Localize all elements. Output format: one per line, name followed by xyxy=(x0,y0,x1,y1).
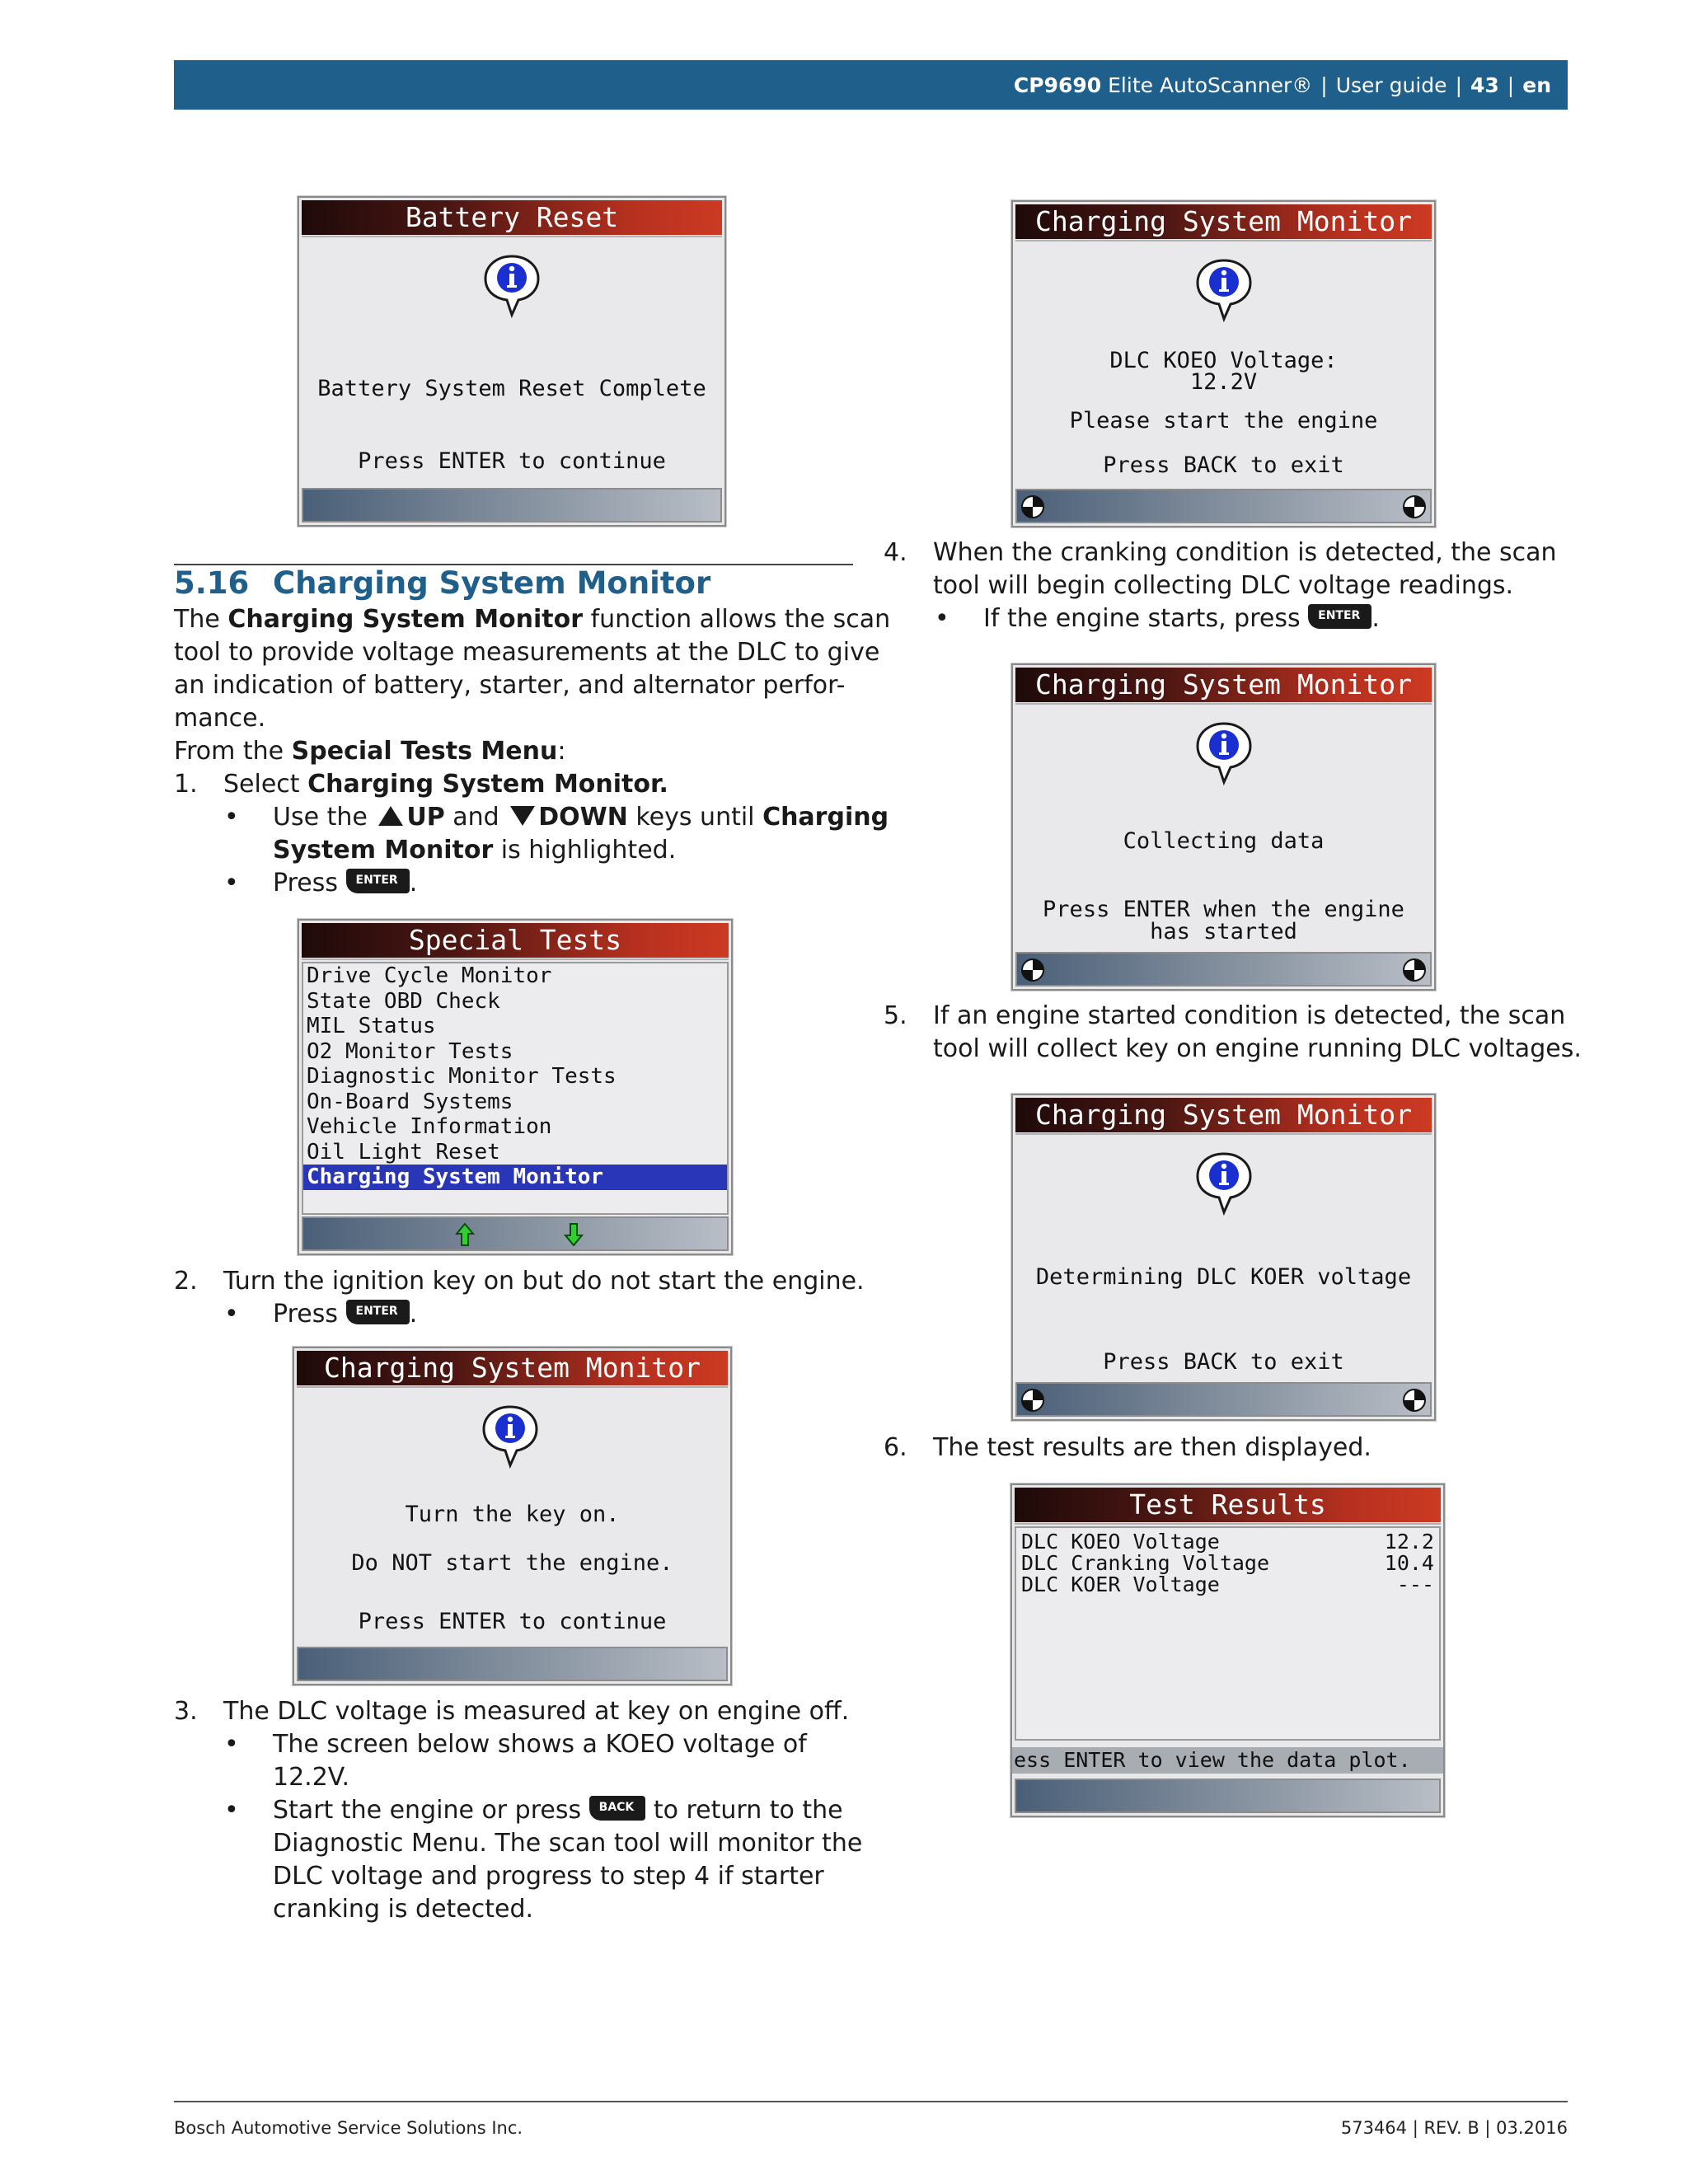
test-results-screen xyxy=(1010,1483,1445,1817)
screen-footer-bar xyxy=(302,1216,729,1251)
menu-list xyxy=(302,962,729,1215)
screen-message: DLC KOEO Voltage: xyxy=(1109,348,1338,373)
screen-prompt: Press ENTER to continue xyxy=(358,448,666,474)
charging-monitor-koeo-screen xyxy=(1011,200,1436,527)
left-nav-icon xyxy=(1021,958,1044,982)
result-value: 12.2 xyxy=(1384,1530,1434,1554)
menu-item[interactable]: State OBD Check xyxy=(307,988,500,1014)
menu-item[interactable]: MIL Status xyxy=(307,1014,436,1038)
step-5-text: If an engine started condition is detected, the scan xyxy=(933,1001,1566,1030)
screen-message: Battery System Reset Complete xyxy=(317,376,706,401)
step-3-bullet-2-cont: Diagnostic Menu. The scan tool will monitor the xyxy=(273,1829,863,1858)
enter-key-icon: ENTER xyxy=(346,1300,410,1324)
intro-line: mance. xyxy=(174,704,266,733)
bullet: • xyxy=(224,1730,239,1759)
result-label: DLC Cranking Voltage xyxy=(1021,1551,1270,1575)
step-1-bullet-1: Use the UP and DOWN keys until Charging xyxy=(273,803,889,832)
right-nav-icon xyxy=(1403,958,1426,982)
bullet: • xyxy=(224,1796,239,1825)
result-value: 10.4 xyxy=(1384,1551,1434,1575)
section-title: Charging System Monitor xyxy=(273,565,711,601)
result-value: --- xyxy=(1396,1572,1434,1596)
step-1-bullet-1-cont: System Monitor is highlighted. xyxy=(273,836,677,865)
result-row xyxy=(1021,1531,1434,1553)
info-icon xyxy=(1194,1151,1254,1216)
from-menu-line: From the Special Tests Menu: xyxy=(174,737,566,766)
result-label: DLC KOER Voltage xyxy=(1021,1572,1220,1596)
step-3-bullet-2-cont: cranking is detected. xyxy=(273,1895,534,1924)
charging-monitor-key-on-screen xyxy=(293,1347,732,1685)
page-header xyxy=(174,60,1568,110)
down-arrow-icon xyxy=(510,806,535,826)
screen-title: Charging System Monitor xyxy=(1015,1098,1432,1132)
step-3-text: The DLC voltage is measured at key on engine off. xyxy=(223,1697,850,1726)
screen-footer-bar xyxy=(1015,1382,1432,1417)
bullet: • xyxy=(224,803,239,832)
step-number: 3. xyxy=(174,1697,198,1726)
info-icon xyxy=(1194,721,1254,785)
header-product: Elite AutoScanner® xyxy=(1108,73,1313,97)
charging-monitor-collecting-screen xyxy=(1011,663,1436,991)
voltage-readout: 12.2V xyxy=(1189,369,1258,395)
data-plot-prompt: ess ENTER to view the data plot. xyxy=(1012,1747,1443,1774)
title-divider xyxy=(297,1386,728,1388)
step-2-text: Turn the ignition key on but do not start the engine. xyxy=(223,1267,865,1296)
step-2-bullet-1: Press ENTER . xyxy=(273,1300,418,1329)
title-divider xyxy=(302,958,729,960)
screen-prompt: has started xyxy=(1150,919,1297,944)
result-row xyxy=(1021,1574,1434,1596)
info-icon xyxy=(482,254,542,318)
menu-item[interactable]: Vehicle Information xyxy=(307,1114,552,1139)
step-number: 5. xyxy=(884,1001,907,1030)
bullet: • xyxy=(935,604,950,633)
screen-footer-bar xyxy=(1015,489,1432,523)
screen-title: Charging System Monitor xyxy=(297,1351,728,1385)
intro-line: tool to provide voltage measurements at the DLC to give xyxy=(174,638,880,667)
section-heading xyxy=(174,565,710,601)
special-tests-screen xyxy=(298,919,733,1255)
screen-prompt: Press ENTER when the engine xyxy=(1043,897,1404,922)
step-number: 6. xyxy=(884,1433,907,1462)
step-4-text-cont: tool will begin collecting DLC voltage readings. xyxy=(933,571,1514,600)
header-model: CP9690 xyxy=(1013,73,1102,97)
menu-item-selected[interactable]: Charging System Monitor xyxy=(303,1165,727,1190)
enter-key-icon: ENTER xyxy=(1308,604,1372,629)
step-3-bullet-2: Start the engine or press BACK to return to the xyxy=(273,1796,843,1825)
bullet: • xyxy=(224,1300,239,1329)
screen-message: Collecting data xyxy=(1123,828,1325,854)
left-nav-icon xyxy=(1021,1389,1044,1412)
intro-line: an indication of battery, starter, and alternator perfor- xyxy=(174,671,846,700)
section-number: 5.16 xyxy=(174,565,250,601)
results-table xyxy=(1015,1526,1441,1741)
step-6-text: The test results are then displayed. xyxy=(933,1433,1372,1462)
screen-message: Please start the engine xyxy=(1069,408,1378,434)
right-nav-icon xyxy=(1403,1389,1426,1412)
footer-document-reference: 573464 | REV. B | 03.2016 xyxy=(1340,2118,1568,2138)
scroll-up-arrow-icon xyxy=(455,1222,475,1247)
battery-reset-screen xyxy=(298,196,726,527)
header-page-number: 43 xyxy=(1470,73,1499,97)
enter-key-icon: ENTER xyxy=(346,869,410,893)
screen-footer-bar xyxy=(302,488,722,523)
screen-prompt: Press BACK to exit xyxy=(1103,1349,1344,1375)
left-nav-icon xyxy=(1021,495,1044,518)
screen-prompt: Press BACK to exit xyxy=(1103,452,1344,478)
title-divider xyxy=(302,236,722,237)
step-number: 1. xyxy=(174,770,198,799)
header-language: en xyxy=(1522,73,1551,97)
info-icon xyxy=(481,1404,540,1469)
bullet: • xyxy=(224,869,239,898)
intro-line: The Charging System Monitor function allows the scan xyxy=(174,605,891,634)
title-divider xyxy=(1015,1133,1432,1135)
step-3-bullet-2-cont: DLC voltage and progress to step 4 if starter xyxy=(273,1862,824,1891)
step-3-bullet-1: The screen below shows a KOEO voltage of xyxy=(273,1730,807,1759)
screen-footer-bar xyxy=(1015,1779,1441,1813)
title-divider xyxy=(1015,703,1432,705)
screen-prompt: Press ENTER to continue xyxy=(358,1609,667,1634)
step-number: 2. xyxy=(174,1267,198,1296)
screen-title: Battery Reset xyxy=(302,200,722,235)
result-label: DLC KOEO Voltage xyxy=(1021,1530,1220,1554)
step-4-text: When the cranking condition is detected, the scan xyxy=(933,538,1557,567)
menu-item[interactable]: On-Board Systems xyxy=(307,1089,513,1114)
header-separator: | xyxy=(1455,73,1462,97)
menu-item[interactable]: O2 Monitor Tests xyxy=(307,1038,513,1064)
screen-title: Special Tests xyxy=(302,923,729,958)
title-divider xyxy=(1015,1523,1441,1525)
screen-title: Test Results xyxy=(1015,1488,1441,1522)
charging-monitor-koer-screen xyxy=(1011,1094,1436,1421)
step-1-bullet-2: Press ENTER . xyxy=(273,869,418,898)
header-separator: | xyxy=(1320,73,1328,97)
step-4-bullet-1: If the engine starts, press ENTER . xyxy=(983,604,1380,633)
step-5-text-cont: tool will collect key on engine running DLC voltages. xyxy=(933,1034,1582,1063)
footer-divider xyxy=(174,2101,1568,2102)
scroll-down-arrow-icon xyxy=(564,1222,584,1247)
result-row xyxy=(1021,1553,1434,1574)
screen-footer-bar xyxy=(297,1647,728,1681)
menu-item[interactable]: Diagnostic Monitor Tests xyxy=(307,1064,617,1089)
up-arrow-icon xyxy=(378,806,403,826)
header-doc: User guide xyxy=(1335,73,1447,97)
screen-message: Determining DLC KOER voltage xyxy=(1035,1264,1412,1290)
step-3-bullet-1-cont: 12.2V. xyxy=(273,1763,349,1792)
menu-item[interactable]: Drive Cycle Monitor xyxy=(307,963,552,988)
step-number: 4. xyxy=(884,538,907,567)
screen-footer-bar xyxy=(1015,952,1432,987)
screen-title: Charging System Monitor xyxy=(1015,668,1432,702)
back-key-icon: BACK xyxy=(589,1796,646,1821)
info-icon xyxy=(1194,258,1254,322)
screen-title: Charging System Monitor xyxy=(1015,204,1432,239)
menu-item[interactable]: Oil Light Reset xyxy=(307,1139,500,1165)
right-nav-icon xyxy=(1403,495,1426,518)
title-divider xyxy=(1015,240,1432,241)
step-1-text: Select Charging System Monitor. xyxy=(223,770,668,799)
footer-company: Bosch Automotive Service Solutions Inc. xyxy=(174,2118,523,2138)
screen-message: Turn the key on. xyxy=(405,1502,620,1527)
header-separator: | xyxy=(1507,73,1515,97)
screen-message: Do NOT start the engine. xyxy=(351,1550,673,1576)
